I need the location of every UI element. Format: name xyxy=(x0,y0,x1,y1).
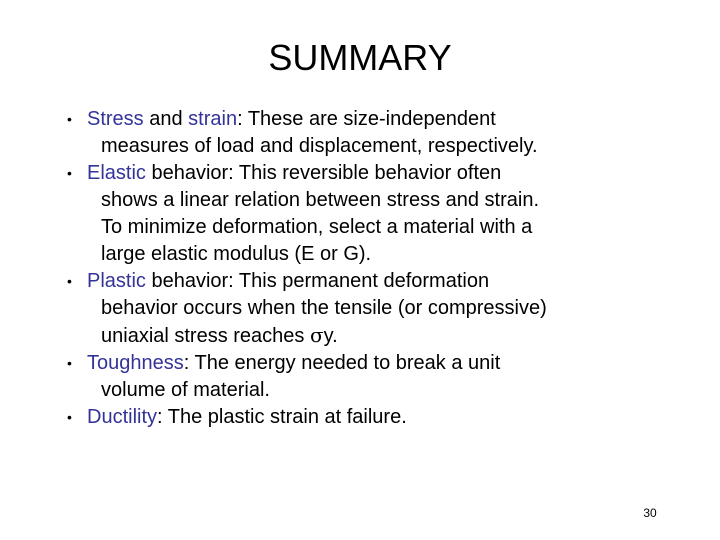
bullet-line xyxy=(87,160,663,187)
bullet-text: behavior occurs when the tensile (or compressive) xyxy=(101,297,547,319)
key-term: Elastic xyxy=(87,162,146,184)
bullet-marker: • xyxy=(67,409,72,425)
bullet-line xyxy=(87,377,663,404)
bullet-text: To minimize deformation, select a material with a xyxy=(101,216,533,238)
key-term: Ductility xyxy=(87,406,158,428)
bullet-line xyxy=(87,214,663,241)
bullet-line xyxy=(87,295,663,322)
bullet-line xyxy=(87,268,663,295)
bullet-text: behavior: This permanent deformation xyxy=(145,270,490,292)
page-number: 30 xyxy=(643,506,657,520)
bullet-item xyxy=(63,350,663,404)
bullet-text: uniaxial stress reaches xyxy=(101,325,310,347)
bullet-text: large elastic modulus (E or G). xyxy=(101,243,372,265)
bullet-text: : The plastic strain at failure. xyxy=(157,406,407,428)
bullet-text: y. xyxy=(323,325,338,347)
bullet-text: : The energy needed to break a unit xyxy=(183,352,501,374)
bullet-line xyxy=(87,133,663,160)
bullet-line xyxy=(87,241,663,268)
slide-title: SUMMARY xyxy=(268,37,452,78)
key-term: strain xyxy=(188,108,238,130)
bullet-text: : These are size-independent xyxy=(237,108,496,130)
bullet-line xyxy=(87,187,663,214)
bullet-marker: • xyxy=(67,165,72,181)
bullet-item xyxy=(63,106,663,160)
bullet-line xyxy=(87,404,663,431)
sigma-symbol: σ xyxy=(309,323,324,347)
bullet-line xyxy=(87,106,663,133)
bullet-text: behavior: This reversible behavior often xyxy=(145,162,502,184)
bullet-marker: • xyxy=(67,111,72,127)
bullet-text: shows a linear relation between stress and strain. xyxy=(101,189,540,211)
bullet-marker: • xyxy=(67,355,72,371)
bullet-item xyxy=(63,160,663,268)
summary-bullet-list xyxy=(63,106,663,431)
key-term: Plastic xyxy=(87,270,146,292)
bullet-marker: • xyxy=(67,273,72,289)
bullet-item xyxy=(63,268,663,350)
key-term: Stress xyxy=(87,108,144,130)
bullet-line xyxy=(87,322,663,350)
bullet-item xyxy=(63,404,663,431)
bullet-text: and xyxy=(143,108,189,130)
bullet-text: measures of load and displacement, respectively. xyxy=(101,135,538,157)
bullet-line xyxy=(87,350,663,377)
bullet-text: volume of material. xyxy=(101,379,270,401)
key-term: Toughness xyxy=(87,352,184,374)
